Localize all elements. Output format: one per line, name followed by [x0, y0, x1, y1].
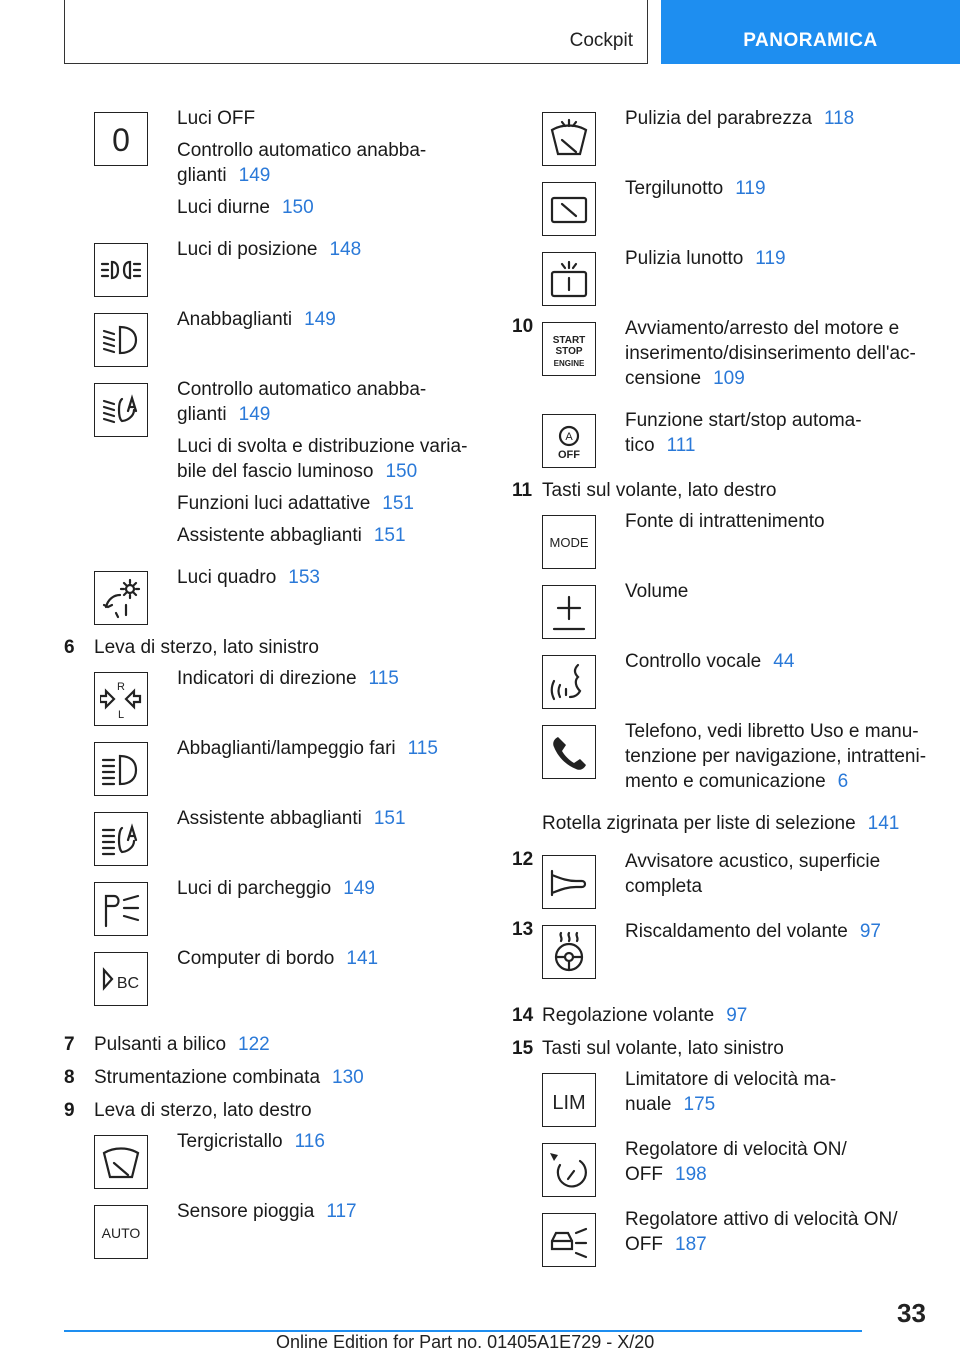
- page-ref-link[interactable]: 150: [281, 197, 314, 218]
- item-number: 12: [512, 849, 534, 870]
- icon-row-instrument-lighting: [94, 565, 504, 625]
- icon-row-parking-light-side: [94, 876, 504, 936]
- rain-sensor-icon: [94, 1205, 148, 1259]
- entry-text-mode: Fonte di intrattenimento: [625, 511, 825, 532]
- high-beam-icon: [94, 742, 148, 796]
- header-tab[interactable]: [661, 0, 960, 64]
- page-ref-link[interactable]: 151: [373, 525, 406, 546]
- page-ref-link[interactable]: 141: [346, 948, 379, 969]
- tab-panoramica[interactable]: PANORAMICA: [743, 30, 878, 51]
- svg-text:ENGINE: ENGINE: [553, 359, 585, 368]
- entry-text-lim: Limitatore di velocità ma- nuale 175: [625, 1069, 837, 1115]
- item-8: 8 Strumentazione combinata 130: [64, 1067, 364, 1088]
- page-ref-link[interactable]: 118: [823, 108, 855, 129]
- entry-text-board-computer: Computer di bordo 141: [177, 948, 379, 969]
- page-ref-link[interactable]: 149: [343, 878, 375, 899]
- svg-text:0: 0: [112, 122, 130, 158]
- page-ref-link[interactable]: 115: [368, 668, 399, 689]
- page-ref-link[interactable]: 115: [407, 738, 438, 759]
- item-number: 15: [512, 1038, 534, 1059]
- entry-text-parking-lights: Luci di posizione 148: [177, 239, 362, 260]
- item-14: 14 Regolazione volante 97: [512, 1005, 748, 1026]
- icon-row-high-beam-assist: [94, 806, 504, 866]
- footer-edition: Online Edition for Part no. 01405A1E729 - X/20: [276, 1332, 655, 1352]
- entry-text-auto-beam: Funzioni luci adattative 151: [177, 493, 414, 514]
- light-off-icon: [94, 112, 148, 166]
- icon-row-cruise-control: [542, 1137, 952, 1197]
- entry-text-auto-start-stop: Funzione start/stop automa- tico 111: [625, 410, 862, 456]
- page-number: 33: [897, 1298, 926, 1328]
- icon-row-voice-control: [542, 649, 952, 709]
- item-number: 14: [512, 1005, 534, 1026]
- icon-row-mode: [542, 509, 952, 569]
- page-ref-link[interactable]: 117: [326, 1201, 357, 1222]
- icon-row-rain-sensor: [94, 1199, 504, 1259]
- icon-row-low-beam: [94, 307, 504, 367]
- svg-text:L: L: [117, 709, 125, 720]
- icon-row-wiper: [94, 1129, 504, 1189]
- page-ref-link[interactable]: 149: [304, 309, 336, 330]
- page-ref-link[interactable]: 111: [666, 435, 696, 456]
- lim-icon: [542, 1073, 596, 1127]
- icon-row-high-beam: [94, 736, 504, 796]
- page-ref-link[interactable]: 151: [373, 808, 406, 829]
- svg-text:MODE: MODE: [549, 535, 589, 550]
- icon-row-auto-beam: [94, 377, 504, 555]
- entry-text-light-off: Luci OFF: [177, 108, 256, 129]
- item-number: 6: [64, 637, 75, 658]
- page-ref-link[interactable]: 148: [329, 239, 362, 260]
- icon-row-windshield-wash: [542, 106, 952, 166]
- page-ref-link[interactable]: 44: [773, 651, 795, 672]
- cruise-control-icon: [542, 1143, 596, 1197]
- page-ref-link[interactable]: 150: [385, 461, 418, 482]
- entry-text-rear-wash: Pulizia lunotto 119: [625, 248, 786, 269]
- auto-beam-icon: [94, 383, 148, 437]
- icon-row-parking-lights: [94, 237, 504, 297]
- entry-text-high-beam: Abbaglianti/lampeggio fari 115: [177, 738, 438, 759]
- parking-lights-icon: [94, 243, 148, 297]
- item-number: 13: [512, 919, 534, 940]
- svg-text:AUTO: AUTO: [101, 1225, 141, 1241]
- page-ref-link[interactable]: 97: [726, 1005, 748, 1026]
- rear-wash-icon: [542, 252, 596, 306]
- icon-row-volume: [542, 579, 952, 639]
- parking-light-side-icon: [94, 882, 148, 936]
- icon-row-board-computer: [94, 946, 504, 1006]
- icon-row-turn-signal: [94, 666, 504, 726]
- entry-text-instrument-lighting: Luci quadro 153: [177, 567, 320, 588]
- entry-text-auto-beam: Luci di svolta e distribuzione varia- bile del fascio luminoso 150: [177, 436, 468, 482]
- item-number: 11: [512, 480, 533, 501]
- icon-row-steering-heat: [512, 919, 952, 979]
- entry-text-light-off: Controllo automatico anabba- glianti 149: [177, 140, 427, 186]
- mode-icon: [542, 515, 596, 569]
- rear-wiper-icon: [542, 182, 596, 236]
- item-9: 9 Leva di sterzo, lato destro: [64, 1100, 312, 1121]
- volume-icon: [542, 585, 596, 639]
- auto-start-stop-icon: [542, 414, 596, 468]
- page-ref-link[interactable]: 122: [238, 1034, 270, 1055]
- page-ref-link[interactable]: 149: [238, 165, 271, 186]
- entry-text-voice-control: Controllo vocale 44: [625, 651, 795, 672]
- page-ref-link[interactable]: 116: [294, 1131, 325, 1152]
- item-7: 7 Pulsanti a bilico 122: [64, 1034, 270, 1055]
- svg-text:A: A: [565, 431, 573, 443]
- page-ref-link[interactable]: 109: [713, 368, 745, 389]
- entry-text-rain-sensor: Sensore pioggia 117: [177, 1201, 357, 1222]
- left-column: [64, 106, 504, 1269]
- entry-text-horn: Avvisatore acustico, superficie completa: [625, 851, 881, 897]
- entry-text-rear-wiper: Tergilunotto 119: [625, 178, 766, 199]
- start-stop-icon: [542, 322, 596, 376]
- entry-text-auto-beam: Controllo automatico anabba- glianti 149: [177, 379, 427, 425]
- entry-text-wiper: Tergicristallo 116: [177, 1131, 325, 1152]
- item-11: 11 Tasti sul volante, lato destro: [512, 480, 777, 501]
- icon-row-rear-wiper: [542, 176, 952, 236]
- page-ref-link[interactable]: 119: [735, 178, 766, 199]
- svg-text:START: START: [552, 335, 586, 346]
- right-column: [512, 106, 952, 1277]
- page-ref-link[interactable]: 175: [683, 1094, 716, 1115]
- instrument-lighting-icon: [94, 571, 148, 625]
- page-ref-link[interactable]: 97: [859, 921, 881, 942]
- icon-row-light-off: [94, 106, 504, 227]
- entry-text-volume: Volume: [625, 581, 689, 602]
- active-cruise-icon: [542, 1213, 596, 1267]
- voice-control-icon: [542, 655, 596, 709]
- page-ref-link[interactable]: 187: [675, 1234, 707, 1255]
- svg-text:BC: BC: [116, 975, 140, 992]
- low-beam-icon: [94, 313, 148, 367]
- icon-row-lim: [542, 1067, 952, 1127]
- turn-signal-icon: [94, 672, 148, 726]
- svg-text:LIM: LIM: [552, 1092, 586, 1114]
- entry-text-phone: Telefono, vedi libretto Uso e manu- tenzione per navigazione, intratteni- mento e comunicazione 6: [625, 721, 927, 792]
- entry-text-cruise-control: Regolatore di velocità ON/ OFF 198: [625, 1139, 847, 1185]
- entry-text-windshield-wash: Pulizia del parabrezza 118: [625, 108, 855, 129]
- svg-text:R: R: [117, 681, 125, 693]
- entry-text-active-cruise: Regolatore attivo di velocità ON/ OFF 187: [625, 1209, 898, 1255]
- page-ref-link[interactable]: 6: [837, 771, 849, 792]
- item-number: 7: [64, 1034, 75, 1055]
- header-section-box: [64, 0, 648, 64]
- phone-icon: [542, 725, 596, 779]
- item-number: 10: [512, 316, 534, 337]
- item-15: 15 Tasti sul volante, lato sinistro: [512, 1038, 784, 1059]
- entry-text-high-beam-assist: Assistente abbaglianti 151: [177, 808, 406, 829]
- page-ref-link[interactable]: 130: [332, 1067, 364, 1088]
- item-6: 6 Leva di sterzo, lato sinistro: [64, 637, 319, 658]
- svg-text:STOP: STOP: [555, 346, 583, 357]
- wiper-icon: [94, 1135, 148, 1189]
- steering-heat-icon: [542, 925, 596, 979]
- high-beam-assist-icon: [94, 812, 148, 866]
- horn-icon: [542, 855, 596, 909]
- entry-text-low-beam: Anabbaglianti 149: [177, 309, 336, 330]
- icon-row-auto-start-stop: [542, 408, 952, 468]
- entry-text-light-off: Luci diurne 150: [177, 197, 314, 218]
- rotella-entry: Rotella zigrinata per liste di selezione 141: [542, 813, 900, 834]
- item-number: 8: [64, 1067, 75, 1088]
- svg-text:OFF: OFF: [558, 449, 580, 461]
- entry-text-steering-heat: Riscaldamento del volante 97: [625, 921, 881, 942]
- icon-row-horn: [512, 849, 952, 909]
- item-number: 9: [64, 1100, 75, 1121]
- entry-text-turn-signal: Indicatori di direzione 115: [177, 668, 399, 689]
- page-ref-link[interactable]: 153: [288, 567, 320, 588]
- icon-row-active-cruise: [542, 1207, 952, 1267]
- windshield-wash-icon: [542, 112, 596, 166]
- entry-text-parking-light-side: Luci di parcheggio 149: [177, 878, 375, 899]
- icon-row-start-stop: [512, 316, 952, 398]
- page-ref-link[interactable]: 149: [238, 404, 271, 425]
- board-computer-icon: [94, 952, 148, 1006]
- page-ref-link[interactable]: 198: [675, 1164, 707, 1185]
- entry-text-start-stop: Avviamento/arresto del motore e inserimento/disinserimento dell'ac- censione 109: [625, 318, 916, 389]
- icon-row-phone: [542, 719, 952, 801]
- icon-row-rear-wash: [542, 246, 952, 306]
- section-title: Cockpit: [569, 30, 633, 51]
- page-ref-link[interactable]: 151: [382, 493, 414, 514]
- page-ref-link[interactable]: 141: [867, 813, 900, 834]
- page-ref-link[interactable]: 119: [755, 248, 786, 269]
- entry-text-auto-beam: Assistente abbaglianti 151: [177, 525, 406, 546]
